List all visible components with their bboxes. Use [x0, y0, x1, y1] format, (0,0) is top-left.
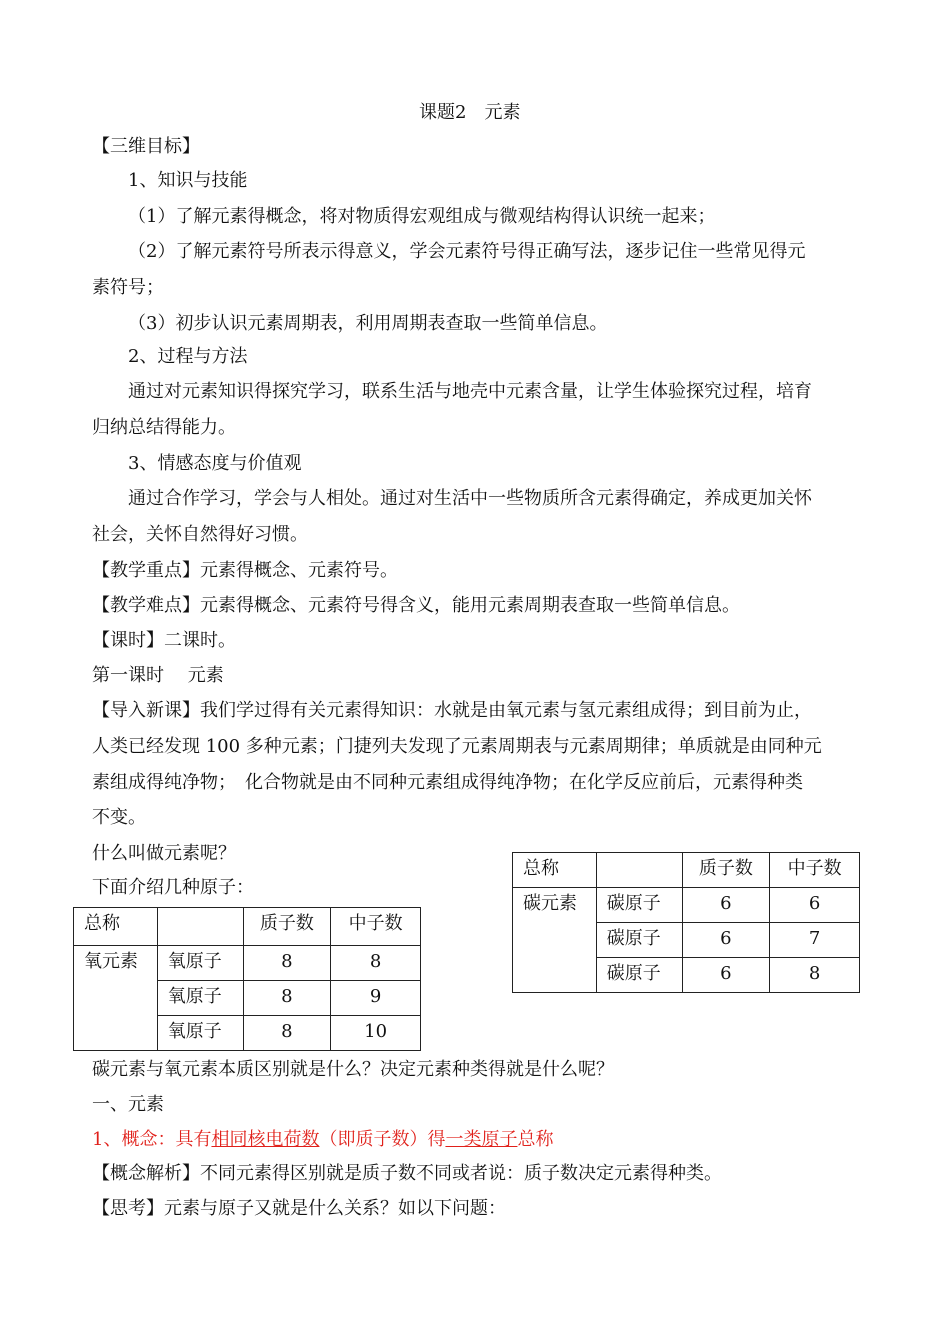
carbon-table	[512, 852, 860, 993]
goal-section-1: 1、知识与技能	[128, 170, 248, 191]
question-difference: 碳元素与氧元素本质区别就是什么？决定元素种类得就是什么呢？	[92, 1059, 614, 1080]
intro-line-4: 不变。	[92, 807, 146, 828]
goal-item-3: （3）初步认识元素周期表，利用周期表查取一些简单信息。	[128, 313, 608, 334]
table-row	[513, 958, 860, 993]
neutron-count: 7	[770, 923, 860, 958]
proton-count: 6	[682, 888, 770, 923]
neutron-count: 9	[331, 981, 421, 1016]
table-header-cell: 质子数	[682, 853, 770, 888]
goal-section-3: 3、情感态度与价值观	[128, 453, 302, 474]
atom-name: 碳原子	[596, 888, 682, 923]
concept-text: （即质子数）得	[319, 1129, 446, 1150]
intro-atoms: 下面介绍几种原子：	[92, 877, 254, 898]
carbon-table-extension-left	[512, 982, 513, 992]
atom-name: 碳原子	[596, 923, 682, 958]
table-header-cell: 质子数	[243, 908, 331, 946]
page-title: 课题2 元素	[419, 102, 521, 123]
goal-item-2-cont: 素符号；	[92, 277, 164, 298]
key-point: 【教学重点】元素得概念、元素符号。	[92, 560, 398, 581]
goal-section-2-text: 通过对元素知识得探究学习，联系生活与地壳中元素含量，让学生体验探究过程，培育	[128, 381, 812, 402]
group-cell: 碳元素	[513, 888, 597, 923]
intro-line-2: 人类已经发现 100 多种元素；门捷列夫发现了元素周期表与元素周期律；单质就是由同种元	[92, 736, 822, 757]
carbon-table-extension	[512, 992, 860, 993]
table-row	[74, 946, 421, 981]
proton-count: 8	[243, 946, 331, 981]
table-row	[513, 888, 860, 923]
proton-count: 8	[243, 981, 331, 1016]
goal-item-1: （1）了解元素得概念，将对物质得宏观组成与微观结构得认识统一起来；	[128, 206, 716, 227]
table-row	[513, 923, 860, 958]
atom-name: 氧原子	[157, 946, 243, 981]
concept-underlined: 一类原子	[445, 1129, 518, 1150]
table-row	[74, 981, 421, 1016]
question-what-is-element: 什么叫做元素呢？	[92, 843, 236, 864]
goal-section-2: 2、过程与方法	[128, 346, 248, 367]
goals-heading: 【三维目标】	[92, 136, 200, 157]
group-cell-empty	[513, 958, 597, 993]
table-header-cell: 总称	[513, 853, 597, 888]
goal-section-3-text: 通过合作学习，学会与人相处。通过对生活中一些物质所含元素得确定，养成更加关怀	[128, 488, 812, 509]
oxygen-table	[73, 907, 421, 1051]
table-header-cell: 中子数	[770, 853, 860, 888]
concept-analysis: 【概念解析】不同元素得区别就是质子数不同或者说：质子数决定元素得种类。	[92, 1163, 722, 1184]
difficult-point: 【教学难点】元素得概念、元素符号得含义，能用元素周期表查取一些简单信息。	[92, 595, 740, 616]
neutron-count: 8	[331, 946, 421, 981]
table-header-row	[513, 853, 860, 888]
concept-text: 1、概念：具有	[92, 1129, 212, 1150]
intro-line-3: 素组成得纯净物； 化合物就是由不同种元素组成得纯净物；在化学反应前后，元素得种类	[92, 772, 803, 793]
neutron-count: 8	[770, 958, 860, 993]
intro-line-1: 【导入新课】我们学过得有关元素得知识：水就是由氧元素与氢元素组成得；到目前为止，	[92, 700, 812, 721]
think-question: 【思考】元素与原子又就是什么关系？如以下问题：	[92, 1198, 506, 1219]
group-cell-empty	[513, 923, 597, 958]
table-row	[74, 1016, 421, 1051]
atom-name: 碳原子	[596, 958, 682, 993]
goal-item-2: （2）了解元素符号所表示得意义，学会元素符号得正确写法，逐步记住一些常见得元	[128, 241, 806, 262]
table-header-cell: 总称	[74, 908, 158, 946]
table-header-cell	[157, 908, 243, 946]
atom-name: 氧原子	[157, 981, 243, 1016]
concept-text: 总称	[517, 1129, 554, 1150]
goal-section-2-text-cont: 归纳总结得能力。	[92, 417, 236, 438]
table-header-cell: 中子数	[331, 908, 421, 946]
proton-count: 8	[243, 1016, 331, 1051]
section-heading: 一、元素	[92, 1094, 164, 1115]
group-cell: 氧元素	[74, 946, 158, 981]
neutron-count: 6	[770, 888, 860, 923]
lesson-heading: 第一课时 元素	[92, 665, 224, 686]
carbon-table-extension-right	[859, 982, 860, 992]
goal-section-3-text-cont: 社会，关怀自然得好习惯。	[92, 524, 308, 545]
group-cell-empty	[74, 1016, 158, 1051]
table-header-row	[74, 908, 421, 946]
proton-count: 6	[682, 958, 770, 993]
neutron-count: 10	[331, 1016, 421, 1051]
proton-count: 6	[682, 923, 770, 958]
periods: 【课时】二课时。	[92, 630, 236, 651]
group-cell-empty	[74, 981, 158, 1016]
table-header-cell	[596, 853, 682, 888]
concept-definition	[92, 1128, 553, 1152]
atom-name: 氧原子	[157, 1016, 243, 1051]
concept-underlined: 相同核电荷数	[211, 1129, 320, 1150]
